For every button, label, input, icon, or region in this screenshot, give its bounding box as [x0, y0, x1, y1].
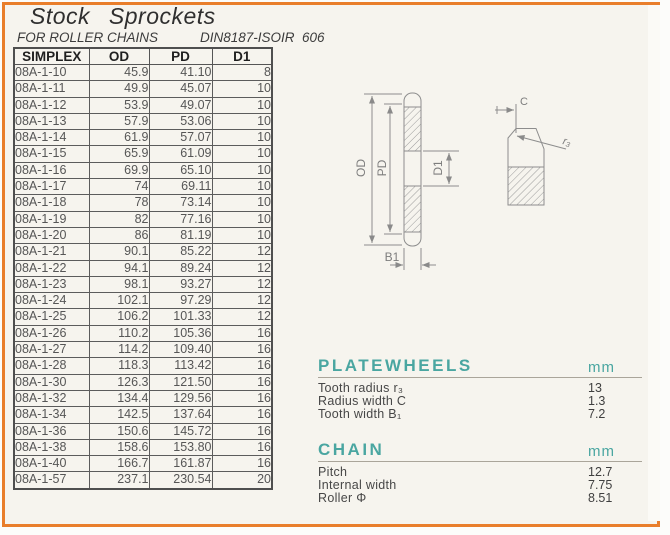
table-cell-simplex: 08A-1-18: [14, 195, 89, 211]
table-cell-simplex: 08A-1-11: [14, 81, 89, 97]
table-cell-d1: 16: [212, 390, 272, 406]
scan-edge: [648, 5, 660, 521]
table-cell-d1: 10: [212, 81, 272, 97]
table-cell-d1: 10: [212, 113, 272, 129]
table-cell-d1: 16: [212, 325, 272, 341]
spec-row: [318, 408, 642, 421]
drawing-label-b1: B1: [384, 250, 400, 264]
table-cell-simplex: 08A-1-19: [14, 211, 89, 227]
table-row: [14, 374, 272, 390]
table-row: [14, 390, 272, 406]
table-row: [14, 81, 272, 97]
table-row: [14, 260, 272, 276]
table-cell-pd: 93.27: [149, 276, 212, 292]
table-cell-simplex: 08A-1-10: [14, 65, 89, 81]
column-header-pd: PD: [149, 48, 212, 65]
drawing-label-r3: r₃: [561, 135, 573, 149]
table-cell-simplex: 08A-1-36: [14, 423, 89, 439]
sprocket-table: [13, 47, 273, 490]
table-cell-od: 98.1: [89, 276, 149, 292]
table-row: [14, 162, 272, 178]
table-cell-simplex: 08A-1-20: [14, 227, 89, 243]
table-cell-simplex: 08A-1-25: [14, 309, 89, 325]
table-row: [14, 276, 272, 292]
spec-label: Tooth width B₁: [318, 407, 402, 422]
platewheels-list: [318, 382, 642, 422]
table-cell-od: 94.1: [89, 260, 149, 276]
table-row: [14, 113, 272, 129]
table-cell-pd: 153.80: [149, 439, 212, 455]
table-row: [14, 65, 272, 81]
table-cell-simplex: 08A-1-34: [14, 407, 89, 423]
table-cell-simplex: 08A-1-38: [14, 439, 89, 455]
table-cell-od: 65.9: [89, 146, 149, 162]
table-row: [14, 146, 272, 162]
table-cell-simplex: 08A-1-23: [14, 276, 89, 292]
table-cell-simplex: 08A-1-57: [14, 472, 89, 489]
table-cell-od: 82: [89, 211, 149, 227]
table-cell-od: 53.9: [89, 97, 149, 113]
sprocket-table-body: [14, 65, 272, 489]
table-cell-od: 106.2: [89, 309, 149, 325]
table-cell-d1: 16: [212, 342, 272, 358]
spec-label: Tooth radius r₃: [318, 381, 404, 395]
chain-section: [318, 440, 642, 506]
table-cell-simplex: 08A-1-26: [14, 325, 89, 341]
platewheels-unit: mm: [588, 359, 615, 376]
platewheels-header: [318, 356, 642, 378]
table-cell-od: 90.1: [89, 244, 149, 260]
table-cell-pd: 45.07: [149, 81, 212, 97]
table-cell-d1: 12: [212, 244, 272, 260]
table-cell-od: 142.5: [89, 407, 149, 423]
table-cell-d1: 12: [212, 260, 272, 276]
table-cell-d1: 12: [212, 293, 272, 309]
table-cell-simplex: 08A-1-28: [14, 358, 89, 374]
table-row: [14, 358, 272, 374]
page-title: Stock Sprockets: [30, 3, 216, 29]
table-cell-pd: 41.10: [149, 65, 212, 81]
table-cell-pd: 137.64: [149, 407, 212, 423]
table-cell-d1: 10: [212, 211, 272, 227]
table-row: [14, 211, 272, 227]
spec-value: 7.75: [588, 478, 613, 493]
table-cell-simplex: 08A-1-40: [14, 456, 89, 472]
table-cell-d1: 16: [212, 374, 272, 390]
table-cell-d1: 10: [212, 227, 272, 243]
table-cell-od: 61.9: [89, 130, 149, 146]
table-cell-d1: 16: [212, 407, 272, 423]
table-cell-d1: 16: [212, 423, 272, 439]
table-cell-od: 114.2: [89, 342, 149, 358]
table-cell-d1: 8: [212, 65, 272, 81]
table-cell-od: 166.7: [89, 456, 149, 472]
table-row: [14, 195, 272, 211]
chain-title: CHAIN: [318, 440, 385, 459]
table-cell-od: 69.9: [89, 162, 149, 178]
table-row: [14, 179, 272, 195]
drawing-label-pd: PD: [375, 159, 389, 177]
table-cell-d1: 10: [212, 146, 272, 162]
table-cell-d1: 10: [212, 162, 272, 178]
table-row: [14, 456, 272, 472]
drawing-label-c: C: [520, 96, 528, 108]
table-cell-d1: 20: [212, 472, 272, 489]
table-cell-pd: 161.87: [149, 456, 212, 472]
table-cell-pd: 109.40: [149, 342, 212, 358]
table-cell-simplex: 08A-1-30: [14, 374, 89, 390]
spec-value: 12.7: [588, 465, 613, 479]
table-cell-simplex: 08A-1-16: [14, 162, 89, 178]
table-row: [14, 97, 272, 113]
column-header-d1: D1: [212, 48, 272, 65]
table-cell-d1: 10: [212, 179, 272, 195]
platewheels-title: PLATEWHEELS: [318, 356, 473, 375]
table-cell-pd: 145.72: [149, 423, 212, 439]
page-subtitle-standard: DIN8187-ISOIR 606: [200, 30, 325, 45]
platewheels-section: [318, 356, 642, 422]
table-row: [14, 407, 272, 423]
table-row: [14, 423, 272, 439]
table-cell-simplex: 08A-1-22: [14, 260, 89, 276]
table-cell-od: 237.1: [89, 472, 149, 489]
table-cell-pd: 85.22: [149, 244, 212, 260]
table-row: [14, 325, 272, 341]
table-row: [14, 244, 272, 260]
spec-label: Radius width C: [318, 394, 407, 409]
table-cell-d1: 12: [212, 276, 272, 292]
table-cell-od: 158.6: [89, 439, 149, 455]
spec-label: Internal width: [318, 478, 397, 493]
table-cell-simplex: 08A-1-32: [14, 390, 89, 406]
spec-value: 1.3: [588, 394, 606, 409]
table-cell-d1: 10: [212, 130, 272, 146]
spec-row: [318, 492, 642, 505]
table-cell-pd: 81.19: [149, 227, 212, 243]
table-cell-pd: 73.14: [149, 195, 212, 211]
table-cell-od: 57.9: [89, 113, 149, 129]
table-cell-pd: 113.42: [149, 358, 212, 374]
table-cell-simplex: 08A-1-24: [14, 293, 89, 309]
table-cell-simplex: 08A-1-15: [14, 146, 89, 162]
table-cell-od: 110.2: [89, 325, 149, 341]
table-row: [14, 309, 272, 325]
spec-value: 7.2: [588, 407, 606, 422]
table-cell-pd: 65.10: [149, 162, 212, 178]
table-cell-pd: 121.50: [149, 374, 212, 390]
table-cell-od: 78: [89, 195, 149, 211]
table-cell-pd: 69.11: [149, 179, 212, 195]
table-cell-pd: 101.33: [149, 309, 212, 325]
table-cell-pd: 57.07: [149, 130, 212, 146]
table-cell-pd: 53.06: [149, 113, 212, 129]
table-cell-d1: 12: [212, 309, 272, 325]
page-subtitle-chains: FOR ROLLER CHAINS: [17, 30, 159, 45]
table-cell-pd: 49.07: [149, 97, 212, 113]
table-cell-od: 150.6: [89, 423, 149, 439]
table-cell-pd: 77.16: [149, 211, 212, 227]
table-cell-pd: 97.29: [149, 293, 212, 309]
table-row: [14, 342, 272, 358]
column-header-simplex: SIMPLEX: [14, 48, 89, 65]
table-cell-simplex: 08A-1-17: [14, 179, 89, 195]
table-cell-od: 126.3: [89, 374, 149, 390]
drawing-label-d1: D1: [431, 160, 445, 176]
chain-header: [318, 440, 642, 462]
table-cell-simplex: 08A-1-13: [14, 113, 89, 129]
table-cell-pd: 105.36: [149, 325, 212, 341]
table-cell-simplex: 08A-1-14: [14, 130, 89, 146]
chain-unit: mm: [588, 443, 615, 460]
spec-value: 8.51: [588, 491, 613, 506]
drawing-label-od: OD: [354, 159, 368, 177]
table-cell-d1: 10: [212, 97, 272, 113]
spec-label: Pitch: [318, 465, 348, 479]
table-row: [14, 130, 272, 146]
table-cell-simplex: 08A-1-21: [14, 244, 89, 260]
table-cell-simplex: 08A-1-27: [14, 342, 89, 358]
table-row: [14, 439, 272, 455]
table-cell-d1: 16: [212, 456, 272, 472]
table-cell-od: 102.1: [89, 293, 149, 309]
spec-value: 13: [588, 381, 602, 395]
table-row: [14, 227, 272, 243]
table-cell-od: 86: [89, 227, 149, 243]
table-cell-od: 134.4: [89, 390, 149, 406]
table-cell-od: 49.9: [89, 81, 149, 97]
table-cell-od: 45.9: [89, 65, 149, 81]
chain-list: [318, 466, 642, 506]
table-cell-od: 74: [89, 179, 149, 195]
table-header-row: [14, 48, 272, 65]
table-row: [14, 293, 272, 309]
table-cell-od: 118.3: [89, 358, 149, 374]
table-cell-pd: 230.54: [149, 472, 212, 489]
table-cell-pd: 129.56: [149, 390, 212, 406]
column-header-od: OD: [89, 48, 149, 65]
table-row: [14, 472, 272, 489]
table-cell-d1: 16: [212, 439, 272, 455]
table-cell-pd: 89.24: [149, 260, 212, 276]
table-cell-d1: 16: [212, 358, 272, 374]
spec-label: Roller Φ: [318, 491, 367, 506]
table-cell-d1: 10: [212, 195, 272, 211]
table-cell-simplex: 08A-1-12: [14, 97, 89, 113]
table-cell-pd: 61.09: [149, 146, 212, 162]
